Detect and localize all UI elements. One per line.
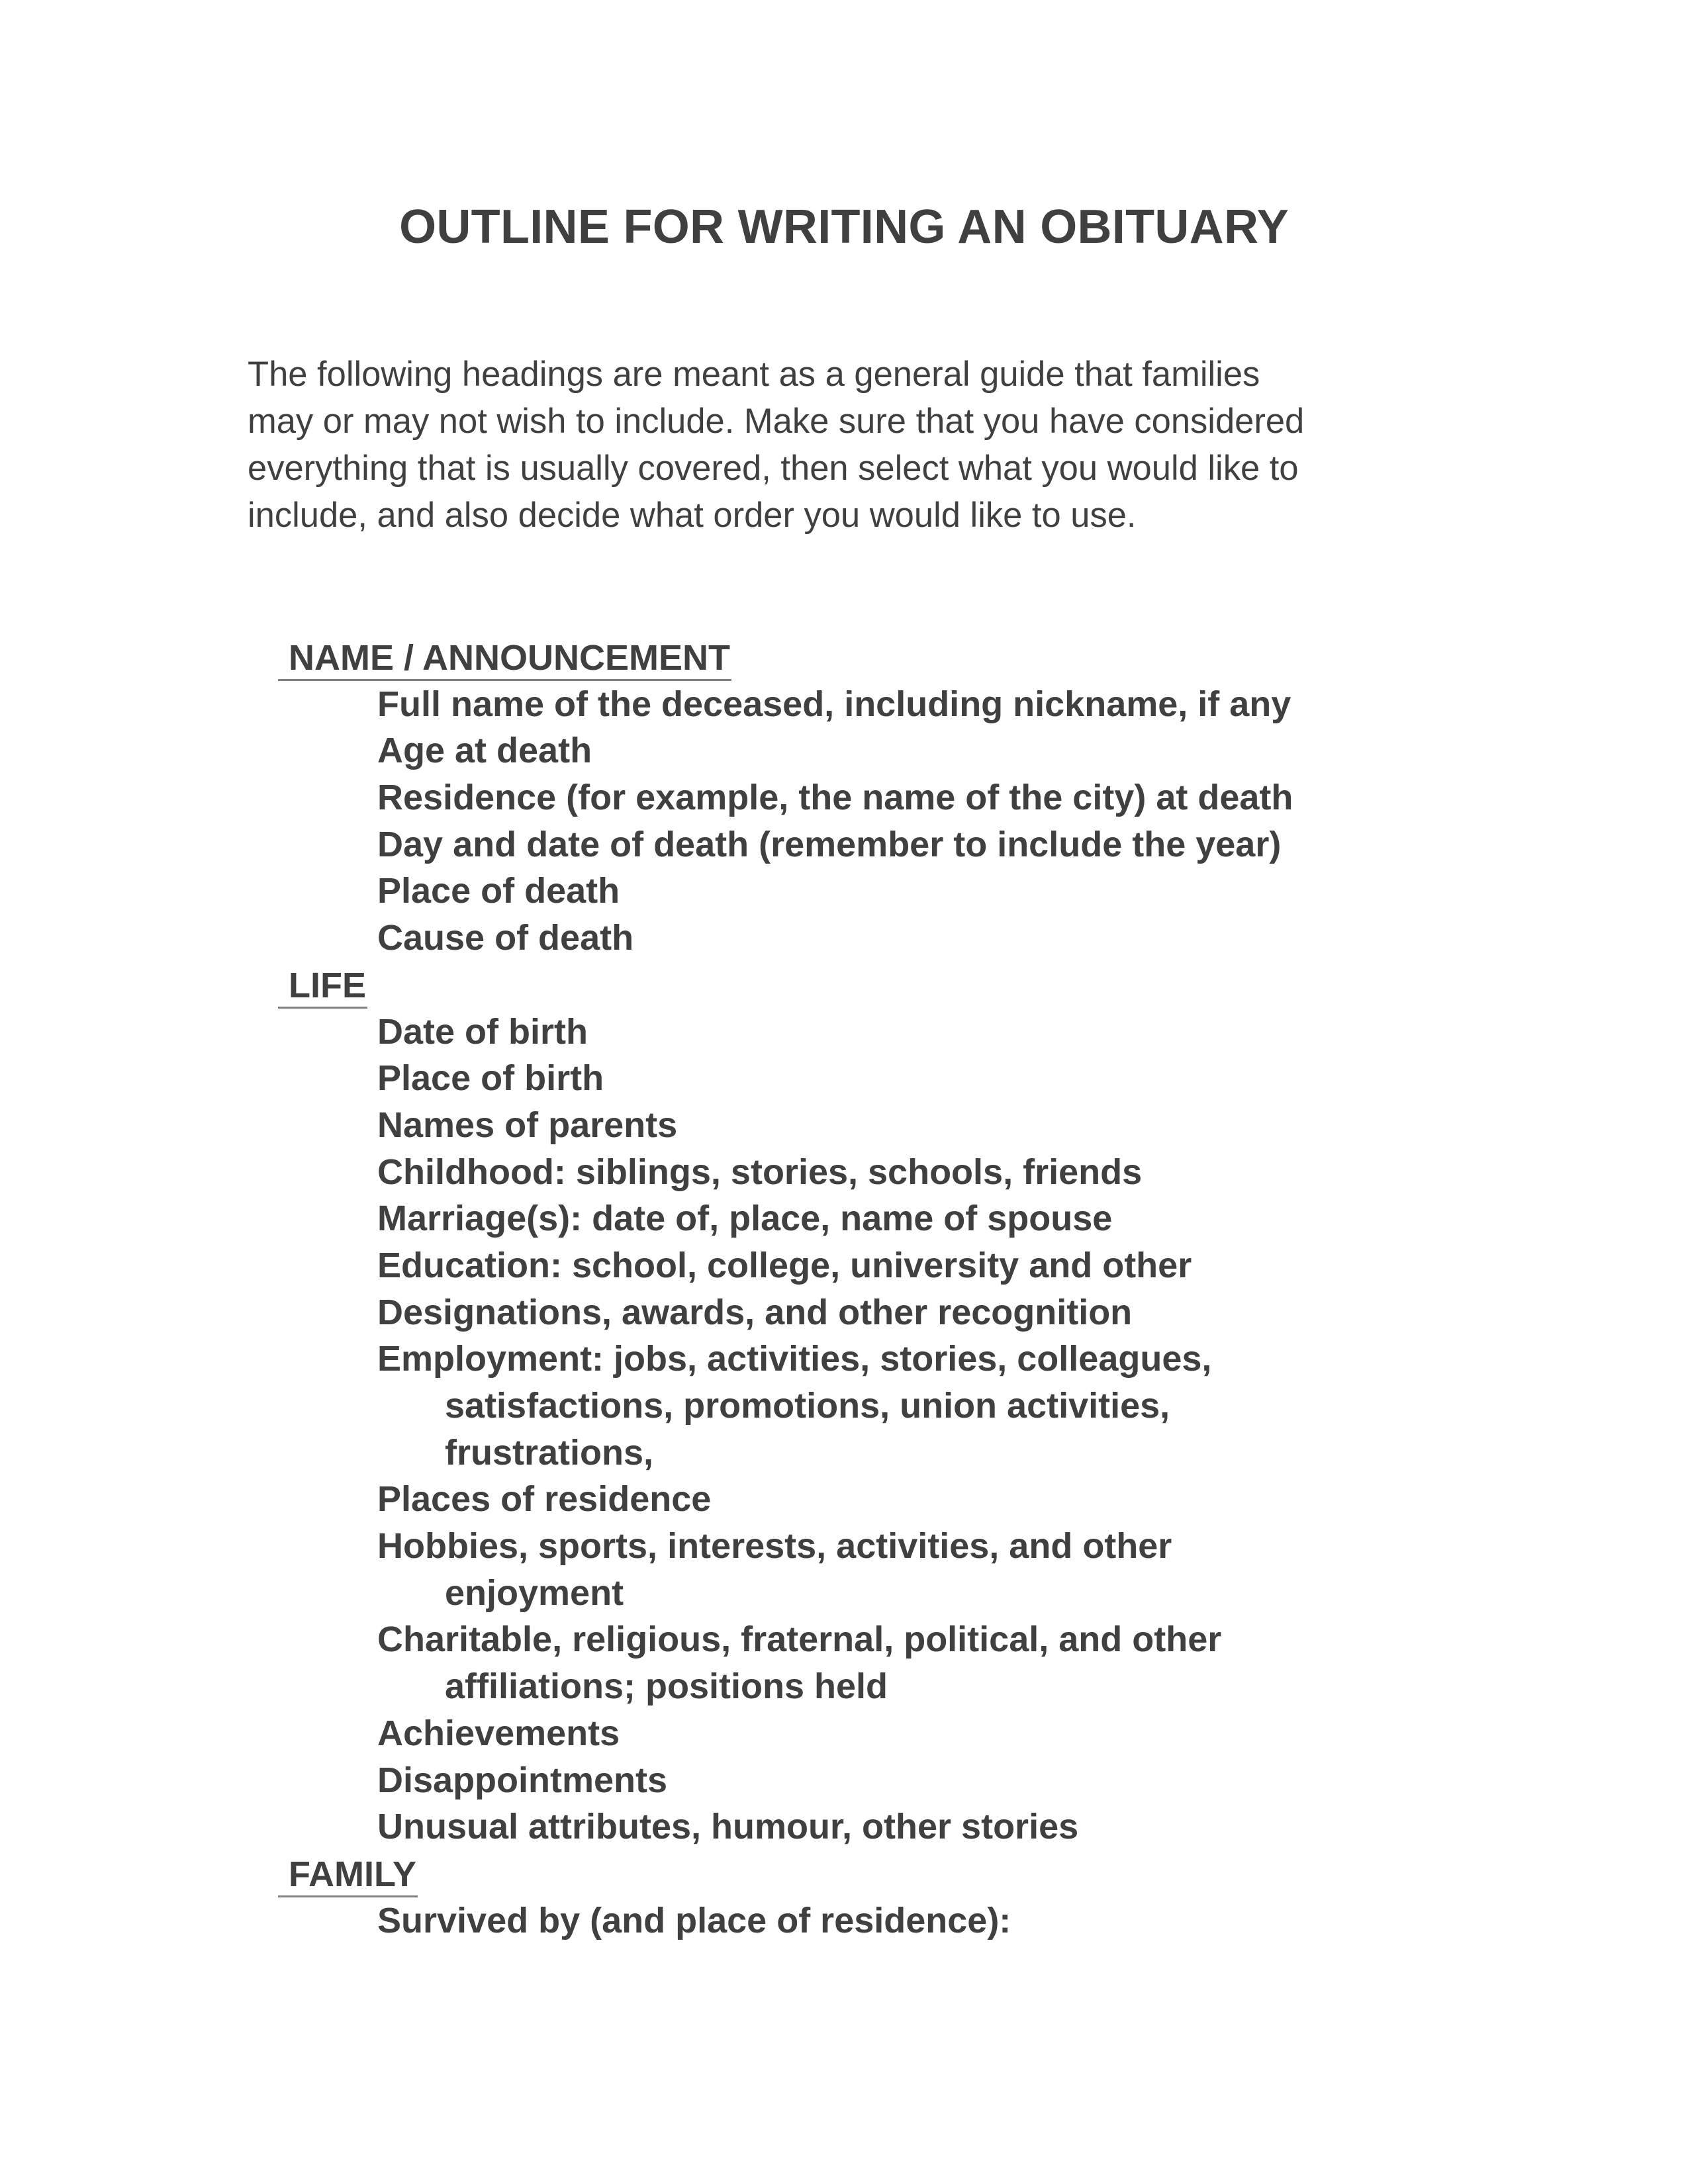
list-item-continuation: satisfactions, promotions, union activities, bbox=[445, 1386, 1170, 1426]
list-item: Places of residence bbox=[377, 1479, 712, 1520]
section-heading-family: FAMILY bbox=[278, 1854, 418, 1897]
section-heading-row bbox=[278, 1851, 1436, 1898]
intro-paragraph bbox=[248, 351, 1439, 539]
list-item: Day and date of death (remember to include the year) bbox=[377, 824, 1282, 864]
list-item-continuation: frustrations, bbox=[445, 1432, 654, 1473]
section-items-life bbox=[278, 1009, 1436, 1850]
list-item: Survived by (and place of residence): bbox=[377, 1900, 1011, 1940]
list-item-continuation: affiliations; positions held bbox=[445, 1666, 888, 1707]
list-item: Childhood: siblings, stories, schools, friends bbox=[377, 1152, 1143, 1192]
list-item: Place of death bbox=[377, 871, 620, 911]
list-item: Names of parents bbox=[377, 1105, 678, 1145]
intro-line: everything that is usually covered, then select what you would like to bbox=[248, 449, 1299, 488]
list-item: Marriage(s): date of, place, name of spouse bbox=[377, 1199, 1113, 1239]
list-item: Employment: jobs, activities, stories, colleagues, bbox=[377, 1339, 1212, 1379]
outline-list bbox=[278, 634, 1436, 1944]
section-heading-name-announcement: NAME / ANNOUNCEMENT bbox=[278, 637, 731, 681]
list-item: Education: school, college, university and other bbox=[377, 1245, 1192, 1285]
list-item: Age at death bbox=[377, 731, 592, 771]
section-heading-row bbox=[278, 962, 1436, 1009]
list-item: Cause of death bbox=[377, 918, 634, 958]
list-item: Place of birth bbox=[377, 1058, 604, 1099]
intro-line: may or may not wish to include. Make sure that you have considered bbox=[248, 402, 1305, 441]
list-item: Charitable, religious, fraternal, political, and other bbox=[377, 1619, 1222, 1660]
list-item: Unusual attributes, humour, other stories bbox=[377, 1807, 1079, 1847]
list-item: Full name of the deceased, including nickname, if any bbox=[377, 684, 1291, 724]
list-item: Hobbies, sports, interests, activities, and other bbox=[377, 1526, 1172, 1567]
intro-line: The following headings are meant as a general guide that families bbox=[248, 355, 1260, 394]
section-items-name-announcement bbox=[278, 681, 1436, 962]
section-items-family bbox=[278, 1897, 1436, 1944]
list-item: Designations, awards, and other recognition bbox=[377, 1292, 1133, 1332]
list-item: Date of birth bbox=[377, 1011, 588, 1052]
document-title: OUTLINE FOR WRITING AN OBITUARY bbox=[399, 201, 1289, 253]
list-item: Achievements bbox=[377, 1713, 620, 1753]
list-item-continuation: enjoyment bbox=[445, 1572, 624, 1613]
list-item: Residence (for example, the name of the city) at death bbox=[377, 778, 1293, 818]
section-heading-row bbox=[278, 635, 1436, 682]
intro-line: include, and also decide what order you would like to use. bbox=[248, 496, 1137, 535]
section-heading-life: LIFE bbox=[278, 965, 367, 1009]
list-item: Disappointments bbox=[377, 1760, 668, 1800]
